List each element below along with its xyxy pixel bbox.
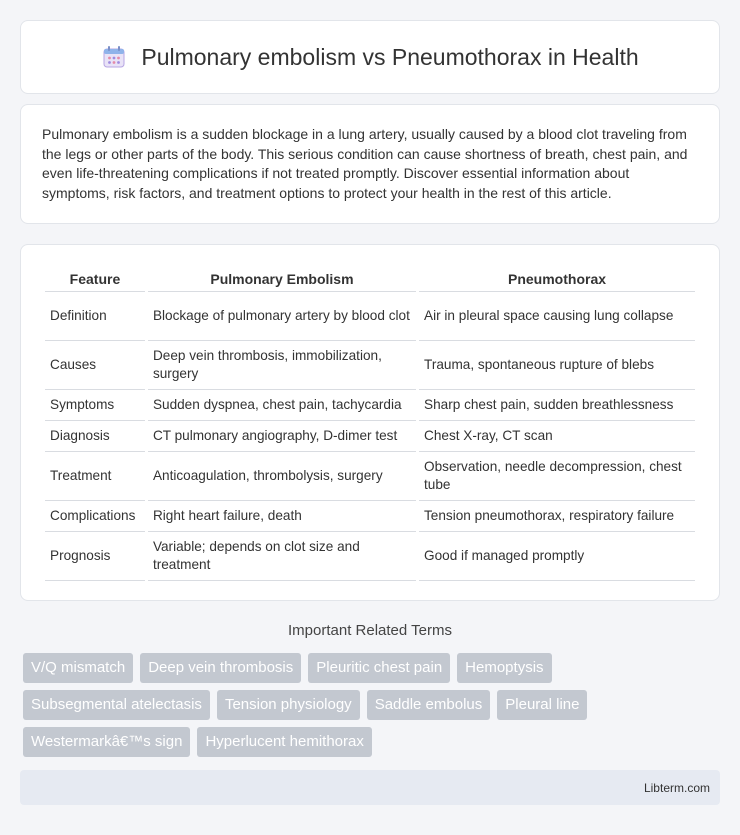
related-terms-title: Important Related Terms bbox=[288, 622, 452, 639]
row-ptx-value: Tension pneumothorax, respiratory failure bbox=[419, 501, 695, 532]
footer bbox=[20, 770, 720, 805]
row-ptx-value: Good if managed promptly bbox=[419, 532, 695, 581]
header-pneumothorax: Pneumothorax bbox=[419, 265, 695, 292]
row-feature: Causes bbox=[45, 341, 145, 390]
term-tag[interactable]: Hemoptysis bbox=[457, 653, 551, 683]
term-tag[interactable]: Saddle embolus bbox=[367, 690, 491, 720]
term-tag[interactable]: Pleuritic chest pain bbox=[308, 653, 450, 683]
intro-card bbox=[20, 104, 720, 224]
row-feature: Definition bbox=[45, 292, 145, 341]
row-pe-value: Deep vein thrombosis, immobilization, surgery bbox=[148, 341, 416, 390]
related-terms-list bbox=[23, 653, 623, 757]
table-row bbox=[45, 390, 695, 421]
comparison-table-card bbox=[20, 244, 720, 601]
row-ptx-value: Trauma, spontaneous rupture of blebs bbox=[419, 341, 695, 390]
calendar-icon bbox=[101, 44, 127, 70]
table-row bbox=[45, 532, 695, 581]
header-card bbox=[20, 20, 720, 94]
term-tag[interactable]: V/Q mismatch bbox=[23, 653, 133, 683]
title-wrap bbox=[101, 44, 638, 71]
comparison-table bbox=[42, 265, 698, 581]
row-pe-value: Blockage of pulmonary artery by blood clot bbox=[148, 292, 416, 341]
term-tag[interactable]: Hyperlucent hemithorax bbox=[197, 727, 371, 757]
row-pe-value: Right heart failure, death bbox=[148, 501, 416, 532]
header-feature: Feature bbox=[45, 265, 145, 292]
table-row bbox=[45, 421, 695, 452]
table-row bbox=[45, 452, 695, 501]
term-tag[interactable]: Deep vein thrombosis bbox=[140, 653, 301, 683]
row-feature: Diagnosis bbox=[45, 421, 145, 452]
term-tag[interactable]: Pleural line bbox=[497, 690, 587, 720]
table-header-row bbox=[45, 265, 695, 292]
row-ptx-value: Sharp chest pain, sudden breathlessness bbox=[419, 390, 695, 421]
footer-site-link[interactable]: Libterm.com bbox=[643, 780, 710, 795]
row-feature: Prognosis bbox=[45, 532, 145, 581]
row-ptx-value: Air in pleural space causing lung collapse bbox=[419, 292, 695, 341]
page-title: Pulmonary embolism vs Pneumothorax in Health bbox=[141, 43, 639, 70]
row-ptx-value: Observation, needle decompression, chest tube bbox=[419, 452, 695, 501]
row-pe-value: Anticoagulation, thrombolysis, surgery bbox=[148, 452, 416, 501]
table-row bbox=[45, 501, 695, 532]
table-row bbox=[45, 341, 695, 390]
row-pe-value: Variable; depends on clot size and treatment bbox=[148, 532, 416, 581]
header-pulmonary-embolism: Pulmonary Embolism bbox=[148, 265, 416, 292]
row-pe-value: Sudden dyspnea, chest pain, tachycardia bbox=[148, 390, 416, 421]
row-pe-value: CT pulmonary angiography, D-dimer test bbox=[148, 421, 416, 452]
term-tag[interactable]: Westermarkâ€™s sign bbox=[23, 727, 190, 757]
table-row bbox=[45, 292, 695, 341]
row-feature: Symptoms bbox=[45, 390, 145, 421]
intro-text: Pulmonary embolism is a sudden blockage in a lung artery, usually caused by a blood clot traveling from the legs or other parts of the body. This serious condition can cause shortness of breath, chest pain, and even life-threatening complications if not treated promptly. Discover essential information about symptoms, risk factors, and treatment options to protect your health in the rest of this article. bbox=[42, 126, 688, 201]
row-ptx-value: Chest X-ray, CT scan bbox=[419, 421, 695, 452]
term-tag[interactable]: Tension physiology bbox=[217, 690, 360, 720]
term-tag[interactable]: Subsegmental atelectasis bbox=[23, 690, 210, 720]
row-feature: Treatment bbox=[45, 452, 145, 501]
row-feature: Complications bbox=[45, 501, 145, 532]
